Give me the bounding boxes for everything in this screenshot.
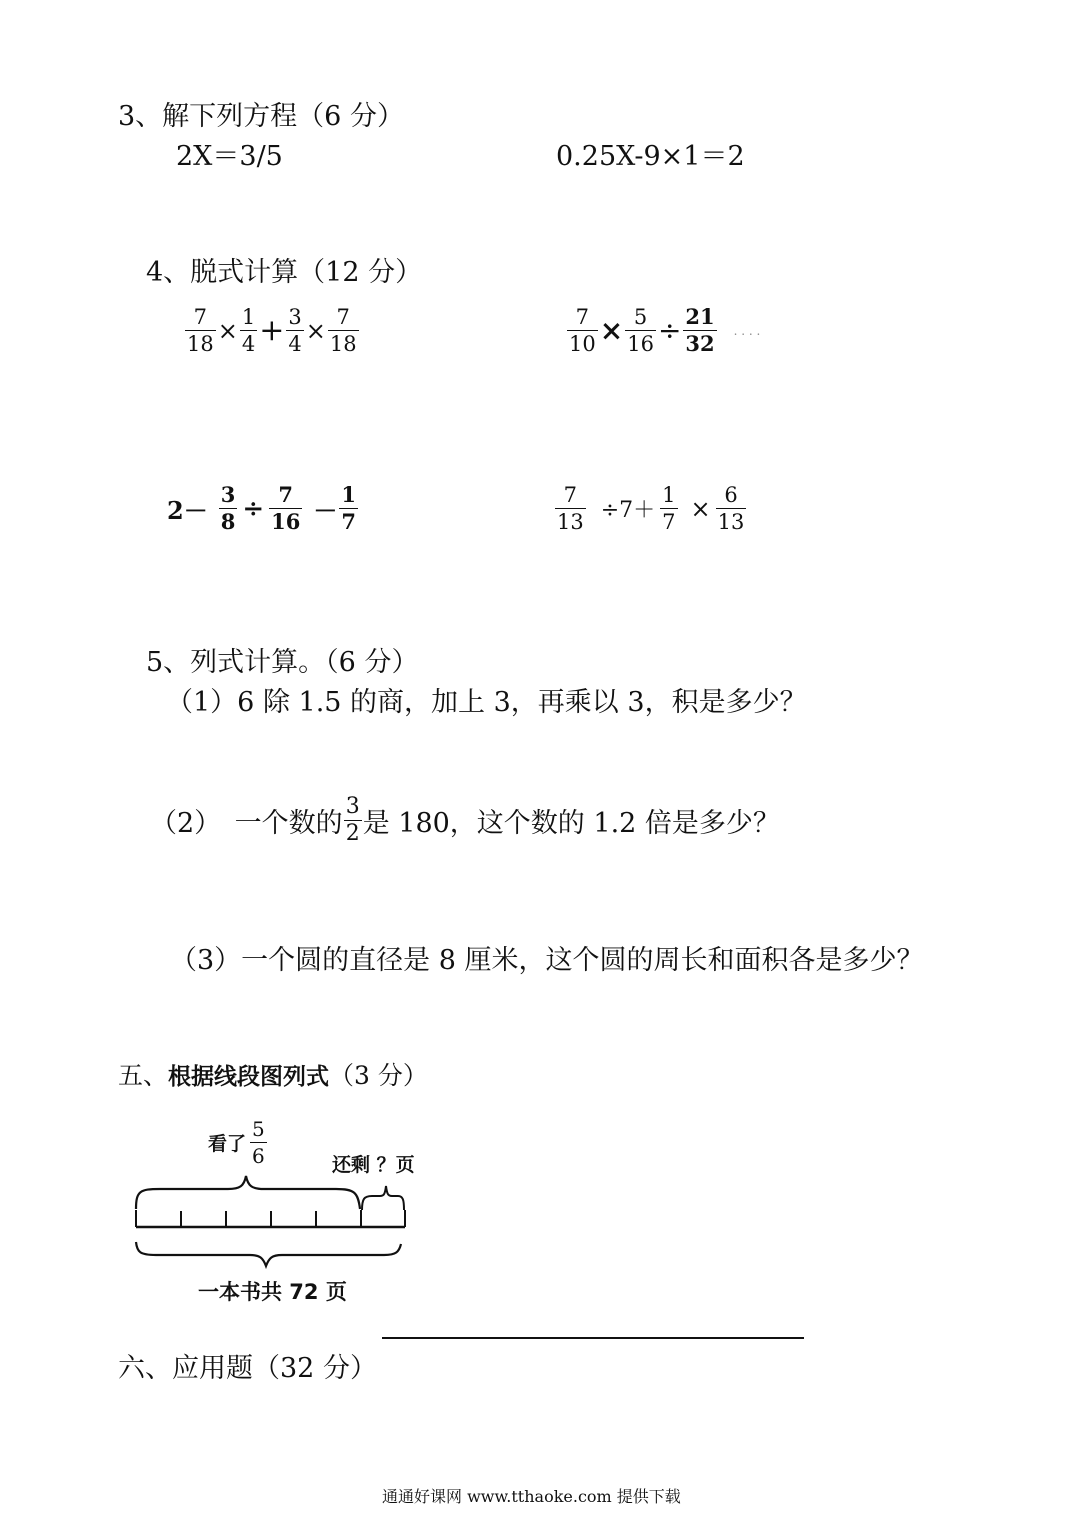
section-3-title: 3、解下列方程（6 分） bbox=[118, 101, 404, 132]
calc-expression-1: $\frac{7}{18}$ × $\frac{1}{4}$ + $\frac{3}{4}$ × $\frac{7}{18}$ bbox=[187, 305, 357, 356]
question-2: （2） 一个数的 $\frac{3}{2}$ 是 180，这个数的 1.2 倍是多少？ bbox=[150, 794, 780, 846]
section-five-title: 五、根据线段图列式（3 分） bbox=[118, 1061, 428, 1090]
fraction: $\frac{6}{13}$ bbox=[717, 483, 745, 534]
fraction: $\frac{1}{4}$ bbox=[241, 305, 256, 356]
fraction: $\frac{3}{2}$ bbox=[345, 794, 360, 846]
fraction: $\frac{5}{16}$ bbox=[627, 305, 654, 356]
question-3: （3）一个圆的直径是 8 厘米，这个圆的周长和面积各是多少？ bbox=[170, 945, 924, 976]
total-brace bbox=[136, 1242, 401, 1266]
section-six-title: 六、应用题（32 分） bbox=[118, 1353, 377, 1384]
total-label: 一本书共 72 页 bbox=[198, 1280, 347, 1304]
calc-expression-3: 2－ $\frac{3}{8}$ ÷ $\frac{7}{16}$ － $\frac{1}{7}$ bbox=[167, 482, 356, 534]
read-brace bbox=[136, 1176, 360, 1209]
calc-expression-4: $\frac{7}{13}$ ÷7＋ $\frac{1}{7}$ × $\frac{6}{13}$ bbox=[557, 483, 745, 534]
remain-brace bbox=[362, 1186, 404, 1210]
segment-ticks bbox=[136, 1210, 405, 1227]
fraction: $\frac{7}{13}$ bbox=[557, 483, 584, 534]
dots: . . . . bbox=[733, 323, 761, 338]
footer-credit: 通通好课网 www.tthaoke.com 提供下载 bbox=[382, 1487, 681, 1506]
remain-label: 还剩 ？页 bbox=[332, 1154, 415, 1176]
fraction: $\frac{5}{6}$ bbox=[252, 1117, 265, 1168]
fraction: $\frac{1}{7}$ bbox=[341, 482, 356, 534]
fraction: $\frac{21}{32}$ bbox=[685, 304, 715, 356]
section-5-title: 5、列式计算。（6 分） bbox=[146, 647, 419, 678]
equation-1: 2X＝3/5 bbox=[176, 141, 283, 172]
read-label: 看了 $\frac{5}{6}$ bbox=[208, 1117, 265, 1168]
fraction: $\frac{7}{18}$ bbox=[187, 305, 214, 356]
fraction: $\frac{1}{7}$ bbox=[662, 483, 676, 534]
calc-expression-2: $\frac{7}{10}$ × $\frac{5}{16}$ ÷ $\frac{21}{32}$ . . . . bbox=[569, 304, 761, 356]
fraction: $\frac{7}{18}$ bbox=[329, 305, 357, 356]
fraction: $\frac{7}{10}$ bbox=[569, 305, 596, 356]
fraction: $\frac{3}{8}$ bbox=[220, 482, 236, 534]
section-4-title: 4、脱式计算（12 分） bbox=[146, 257, 423, 288]
fraction: $\frac{3}{4}$ bbox=[288, 305, 302, 356]
fraction: $\frac{7}{16}$ bbox=[271, 482, 301, 534]
question-1: （1）6 除 1.5 的商，加上 3，再乘以 3，积是多少？ bbox=[166, 687, 807, 718]
equation-2: 0.25X-9×1＝2 bbox=[556, 141, 745, 172]
